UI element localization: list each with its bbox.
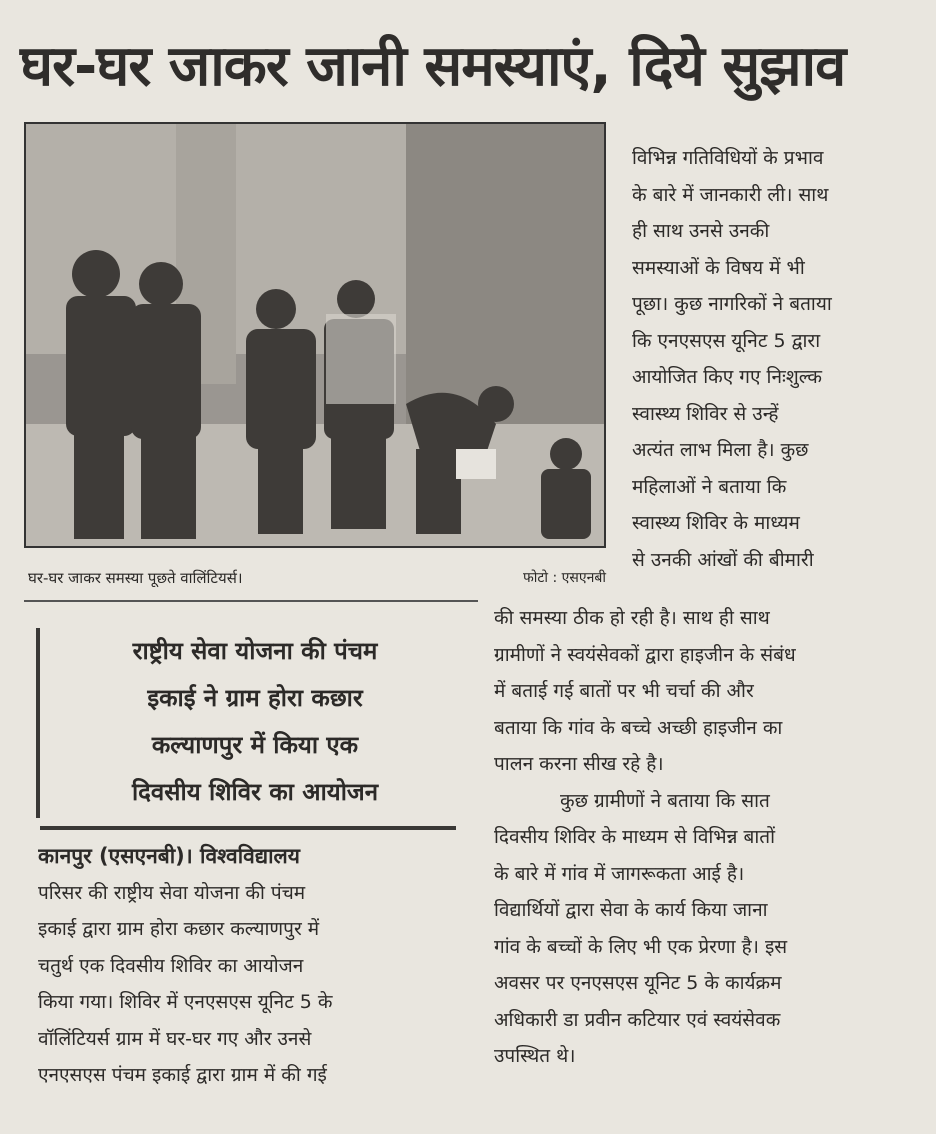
text-line: से उनकी आंखों की बीमारी [632, 548, 814, 571]
photo-credit: फोटो : एसएनबी [522, 570, 606, 586]
text-line: पालन करना सीख रहे है। [494, 753, 664, 775]
text-line: आयोजित किए गए निःशुल्क [632, 366, 822, 388]
text-line: बताया कि गांव के बच्चे अच्छी हाइजीन का [494, 716, 783, 739]
text-line: में बताई गई बातों पर भी चर्चा की और [494, 680, 754, 702]
text-line: एनएसएस पंचम इकाई द्वारा ग्राम में की गई [38, 1064, 327, 1086]
article-column-right-top [632, 140, 900, 578]
text-line: उपस्थित थे। [494, 1045, 576, 1067]
headline: घर-घर जाकर जानी समस्याएं, दिये सुझाव [20, 34, 846, 99]
text-line: के बारे में गांव में जागरूकता आई है। [494, 862, 745, 885]
subheadline-line: राष्ट्रीय सेवा योजना की पंचम [132, 637, 378, 665]
text-line: गांव के बच्चों के लिए भी एक प्रेरणा है। इस [494, 935, 788, 958]
text-line: अवसर पर एनएसएस यूनिट 5 के कार्यक्रम [494, 972, 782, 994]
divider [24, 600, 478, 602]
text-line: की समस्या ठीक हो रही है। साथ ही साथ [494, 607, 770, 629]
caption-text: घर-घर जाकर समस्या पूछते वालिंटियर्स। [28, 569, 243, 587]
text-line: इकाई द्वारा ग्राम होरा कछार कल्याणपुर में [38, 918, 320, 940]
subheadline-line: इकाई ने ग्राम होरा कछार [147, 684, 363, 712]
article-column-left [38, 838, 458, 1094]
text-line: चतुर्थ एक दिवसीय शिविर का आयोजन [38, 954, 304, 977]
photo-caption [28, 566, 606, 590]
text-line: कि एनएसएस यूनिट 5 द्वारा [632, 329, 821, 352]
text-line: ही साथ उनसे उनकी [632, 220, 770, 242]
text-line: स्वास्थ्य शिविर के माध्यम [632, 512, 800, 534]
text-line: दिवसीय शिविर के माध्यम से विभिन्न बातों [494, 826, 776, 848]
text-line: विद्यार्थियों द्वारा सेवा के कार्य किया जाना [494, 899, 768, 921]
text-line: अत्यंत लाभ मिला है। कुछ [632, 439, 809, 461]
subheadline-box [36, 628, 456, 818]
text-line: स्वास्थ्य शिविर से उन्हें [632, 402, 779, 425]
subheadline-line: दिवसीय शिविर का आयोजन [131, 778, 379, 806]
news-photo [24, 122, 606, 548]
text-line: पूछा। कुछ नागरिकों ने बताया [632, 293, 832, 315]
text-line: वॉलिंटियर्स ग्राम में घर-घर गए और उनसे [38, 1027, 312, 1050]
subheadline-line: कल्याणपुर में किया एक [151, 731, 359, 759]
text-line: किया गया। शिविर में एनएसएस यूनिट 5 के [38, 991, 333, 1013]
dateline: कानपुर (एसएनबी)। विश्वविद्यालय [38, 844, 300, 868]
text-line: महिलाओं ने बताया कि [632, 475, 787, 498]
text-line: विभिन्न गतिविधियों के प्रभाव [632, 147, 824, 169]
text-line: अधिकारी डा प्रवीन कटियार एवं स्वयंसेवक [494, 1008, 781, 1031]
article-column-right-bottom [494, 600, 904, 1075]
divider [40, 826, 456, 830]
text-line: ग्रामीणों ने स्वयंसेवकों द्वारा हाइजीन के संबंध [494, 643, 796, 666]
volunteers-photo-illustration [26, 124, 604, 546]
text-line: के बारे में जानकारी ली। साथ [632, 183, 829, 206]
text-line: कुछ ग्रामीणों ने बताया कि सात [560, 789, 770, 812]
text-line: समस्याओं के विषय में भी [632, 256, 805, 279]
text-line: परिसर की राष्ट्रीय सेवा योजना की पंचम [38, 881, 306, 904]
